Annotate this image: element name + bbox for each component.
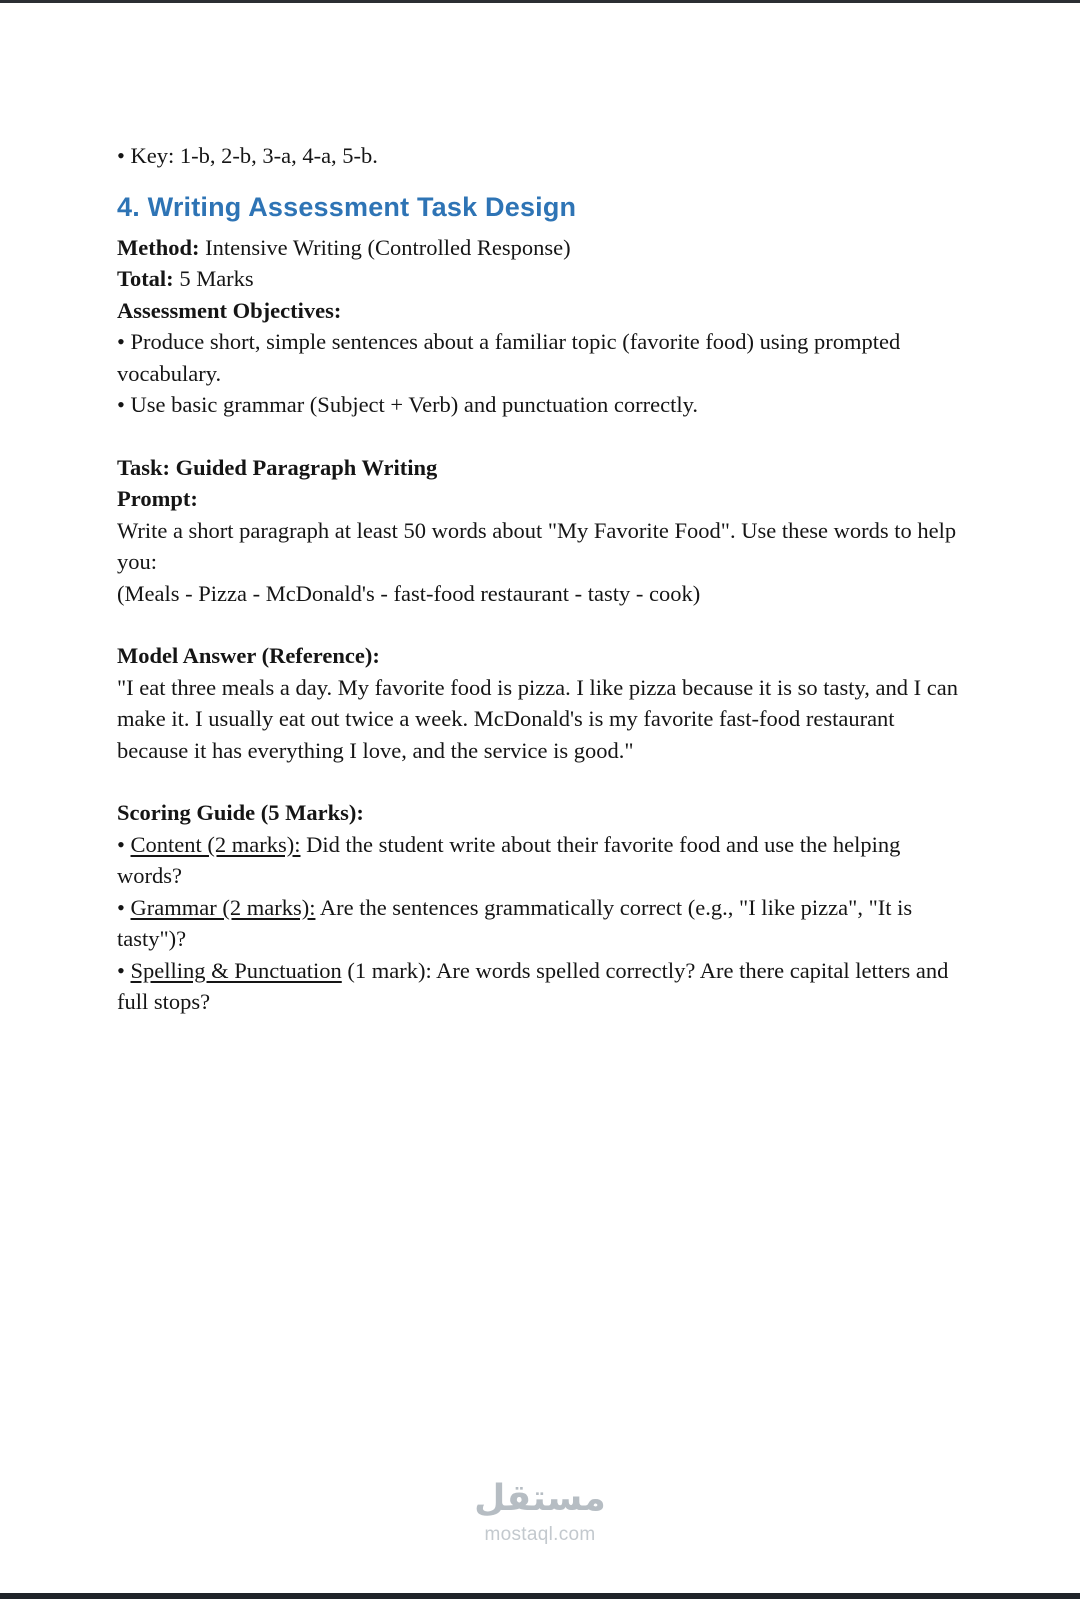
scoring-item-bullet: • — [117, 831, 131, 857]
scoring-item-description: Did the student write about their favorite food and use the helping words? — [117, 831, 901, 888]
model-answer-heading — [117, 640, 962, 672]
scoring-item-grammar — [117, 892, 962, 955]
answer-key-line: • Key: 1-b, 2-b, 3-a, 4-a, 5-b. — [117, 143, 378, 168]
top-edge-bar — [0, 0, 1080, 3]
document-content — [117, 140, 962, 1018]
scoring-item-spelling — [117, 955, 962, 1018]
scoring-item-description: Are the sentences grammatically correct (e.g., "I like pizza", "It is tasty")? — [117, 894, 913, 951]
mostaql-domain: mostaql.com — [484, 1524, 596, 1545]
scoring-item-description: (1 mark): Are words spelled correctly? Are there capital letters and full stops? — [117, 957, 949, 1014]
model-answer-label: Model Answer (Reference): — [117, 643, 380, 668]
scoring-item-term: Spelling & Punctuation — [130, 957, 342, 983]
objectives-heading — [117, 295, 962, 327]
prompt-label: Prompt: — [117, 486, 198, 511]
task-heading — [117, 452, 962, 484]
task-label: Task: Guided Paragraph Writing — [117, 454, 438, 480]
method-label: Method: — [117, 234, 200, 260]
mostaql-logo: مستقل — [474, 1478, 606, 1519]
total-line — [117, 263, 962, 295]
objective-bullet-produce: • Produce short, simple sentences about a familiar topic (favorite food) using prompted vocabulary. — [117, 329, 901, 386]
scoring-guide-label: Scoring Guide (5 Marks): — [117, 800, 364, 825]
scoring-item-term: Content (2 marks): — [130, 831, 301, 857]
model-answer-text: "I eat three meals a day. My favorite food is pizza. I like pizza because it is so tasty, and I can make it. I usually eat out twice a week. McDonald's is my favorite fast-food restaurant because it has everything I love, and the service is good." — [117, 674, 958, 763]
objective-bullet-grammar: • Use basic grammar (Subject + Verb) and punctuation correctly. — [117, 392, 699, 417]
bottom-edge-bar — [0, 1593, 1080, 1599]
objectives-label: Assessment Objectives: — [117, 297, 342, 323]
total-label: Total: — [117, 266, 174, 291]
scoring-item-term: Grammar (2 marks): — [130, 894, 316, 920]
scoring-item-content — [117, 829, 962, 892]
scoring-item-bullet: • — [117, 894, 131, 920]
prompt-heading — [117, 483, 962, 515]
method-value: Intensive Writing (Controlled Response) — [199, 234, 571, 260]
prompt-text: Write a short paragraph at least 50 words about "My Favorite Food". Use these words to help you: — [117, 517, 957, 574]
method-line — [117, 232, 962, 264]
scoring-guide-heading — [117, 797, 962, 829]
prompt-word-bank: (Meals - Pizza - McDonald's - fast-food restaurant - tasty - cook) — [117, 580, 701, 606]
watermark — [0, 1478, 1080, 1547]
total-value: 5 Marks — [173, 266, 254, 291]
section-heading-writing-assessment: 4. Writing Assessment Task Design — [117, 191, 577, 222]
scoring-item-bullet: • — [117, 957, 131, 983]
